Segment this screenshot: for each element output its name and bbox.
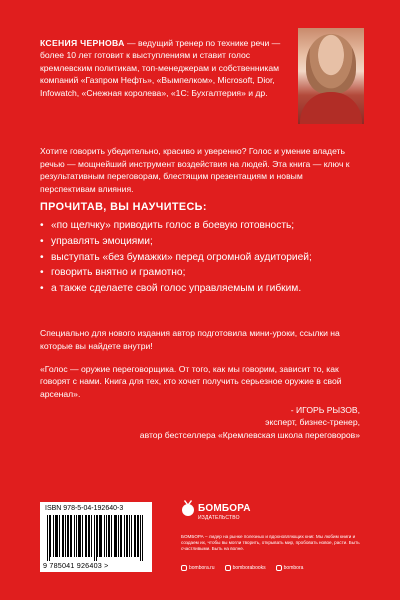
barcode-bar xyxy=(115,515,116,557)
barcode-bar xyxy=(127,515,128,557)
barcode-bar xyxy=(111,515,112,557)
instagram-icon xyxy=(276,565,282,571)
barcode-bar xyxy=(47,515,48,561)
isbn-text: ISBN 978-5-04-192640-3 xyxy=(45,505,124,512)
barcode-bar xyxy=(129,515,130,557)
barcode-bar xyxy=(80,515,81,557)
barcode-bar xyxy=(76,515,77,557)
barcode-digits: 9 785041 926403 > xyxy=(43,561,109,570)
list-item: • а также сделаете свой голос управляемым и гибким. xyxy=(40,282,360,296)
barcode-bar xyxy=(99,515,100,557)
barcode-bar xyxy=(85,515,86,557)
author-photo-head xyxy=(306,34,356,94)
barcode-bar xyxy=(100,515,101,557)
list-item: • управлять эмоциями; xyxy=(40,235,360,249)
barcode-bar xyxy=(124,515,125,557)
barcode-bar xyxy=(53,515,54,557)
barcode-bar xyxy=(120,515,121,557)
social-link[interactable] xyxy=(181,565,215,571)
barcode-bar xyxy=(88,515,89,557)
quote-author-work: автор бестселлера «Кремлевская школа переговоров» xyxy=(139,429,360,440)
social-link[interactable] xyxy=(276,565,304,571)
special-note: Специально для нового издания автор подготовила мини-уроки, ссылки на которые вы найдете внутри! xyxy=(40,328,340,351)
list-item: • говорить внятно и грамотно; xyxy=(40,266,360,280)
publisher-name: БОМБОРА xyxy=(198,503,251,514)
barcode xyxy=(40,502,152,572)
barcode-bar xyxy=(109,515,110,557)
barcode-bar xyxy=(71,515,72,557)
instagram-icon xyxy=(181,565,187,571)
social-link[interactable] xyxy=(225,565,266,571)
barcode-bar xyxy=(137,515,138,557)
quote-text: «Голос — оружие переговорщика. От того, как мы говорим, зависит то, как говорят с нами. Книга для тех, кто хочет получить серьезное оружие в свой арсенал». xyxy=(40,364,342,399)
barcode-bar xyxy=(121,515,122,557)
barcode-bar xyxy=(79,515,80,557)
quote-author-role: эксперт, бизнес-тренер, xyxy=(265,417,360,428)
barcode-bar xyxy=(65,515,66,557)
publisher-subtitle: ИЗДАТЕЛЬСТВО xyxy=(198,515,240,521)
barcode-bar xyxy=(140,515,141,561)
barcode-bar xyxy=(96,515,97,561)
instagram-icon xyxy=(225,565,231,571)
social-label: bomborabooks xyxy=(232,565,266,571)
barcode-bar xyxy=(142,515,143,561)
barcode-bar xyxy=(55,515,56,557)
barcode-bar xyxy=(138,515,139,557)
intro-paragraph: Хотите говорить убедительно, красиво и уверенно? Голос и умение владеть речью — мощнейший инструмент воздействия на людей. Эта книга — ключ к результативным переговорам, блестящим презентациям и новым перспективам влияния. xyxy=(40,146,350,194)
social-links xyxy=(181,565,366,571)
barcode-bar xyxy=(70,515,71,557)
barcode-bar xyxy=(78,515,79,557)
list-item: • «по щелчку» приводить голос в боевую готовность; xyxy=(40,219,360,233)
barcode-bar xyxy=(97,515,98,557)
barcode-bar xyxy=(62,515,63,557)
quote-attribution xyxy=(120,404,360,441)
barcode-bar xyxy=(67,515,68,557)
learn-list xyxy=(40,219,360,298)
barcode-bar xyxy=(118,515,119,557)
social-label: bombora.ru xyxy=(189,565,215,571)
bombora-logo-icon xyxy=(180,500,196,518)
barcode-bar xyxy=(134,515,135,557)
barcode-bar xyxy=(126,515,127,557)
barcode-bar xyxy=(108,515,109,557)
barcode-bar xyxy=(68,515,69,557)
barcode-bar xyxy=(91,515,92,557)
quote-author-name: - ИГОРЬ РЫЗОВ, xyxy=(290,405,360,415)
barcode-bar xyxy=(89,515,90,557)
barcode-bar xyxy=(82,515,83,557)
barcode-bar xyxy=(50,515,51,557)
barcode-bar xyxy=(114,515,115,557)
publisher-blurb: БОМБОРА – лидер на рынке полезных и вдохновляющих книг. Мы любим книги и создаем их, чтобы вы могли творить, открывать мир, пробовать новое, расти. Быть счастливыми. Быть на волне. xyxy=(181,534,360,551)
learn-title: ПРОЧИТАВ, ВЫ НАУЧИТЕСЬ: xyxy=(40,201,207,213)
barcode-bar xyxy=(59,515,60,557)
barcode-bar xyxy=(74,515,75,557)
barcode-bar xyxy=(94,515,95,561)
barcode-bar xyxy=(106,515,107,557)
barcode-bar xyxy=(101,515,102,557)
barcode-bars xyxy=(47,515,145,561)
barcode-bar xyxy=(104,515,105,557)
barcode-bar xyxy=(116,515,117,557)
author-bio xyxy=(40,37,302,99)
barcode-bar xyxy=(86,515,87,557)
barcode-bar xyxy=(56,515,57,557)
author-bio-text: — ведущий тренер по технике речи — более 10 лет готовит к выступлениям и ставит голос кремлевским политикам, топ-менеджерам и собственникам компаний «Газпром Нефть», «Вымпелком», Microsoft, Dior, Infowatch, «Снежная королева», «1С: Бухгалтерия» и др. xyxy=(40,38,281,98)
author-photo-body xyxy=(300,92,362,124)
barcode-bar xyxy=(57,515,58,557)
barcode-bar xyxy=(131,515,132,557)
author-name: КСЕНИЯ ЧЕРНОВА xyxy=(40,38,125,48)
author-photo xyxy=(298,28,364,124)
barcode-bar xyxy=(135,515,136,557)
list-item: • выступать «без бумажки» перед огромной аудиторией; xyxy=(40,251,360,265)
social-label: bombora xyxy=(283,565,304,571)
barcode-bar xyxy=(63,515,64,557)
barcode-bar xyxy=(49,515,50,561)
